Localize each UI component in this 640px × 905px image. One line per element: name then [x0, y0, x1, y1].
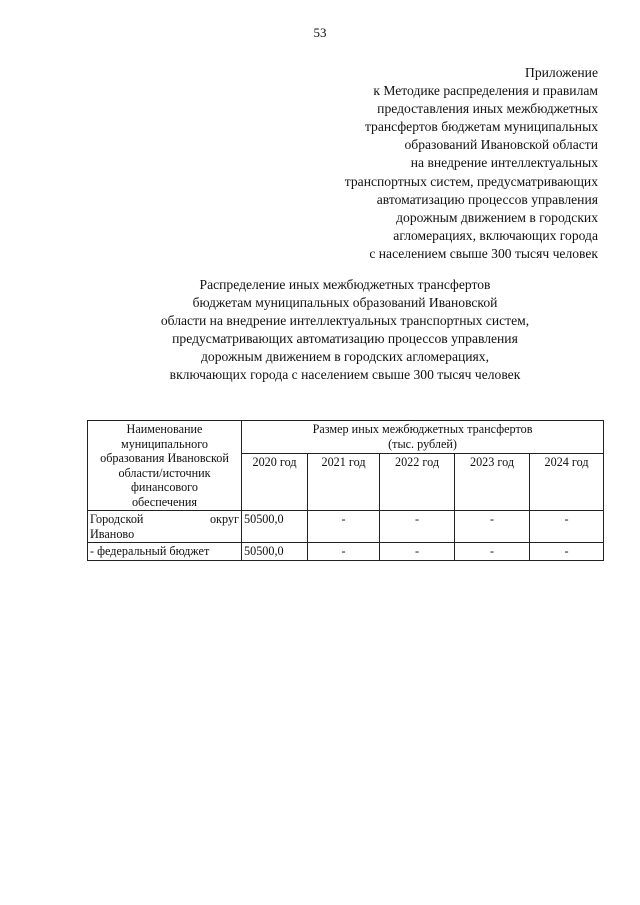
document-title: [0, 276, 640, 385]
cell-value: -: [530, 511, 604, 543]
appendix-line: трансфертов бюджетам муниципальных: [364, 119, 598, 135]
cell-value: -: [308, 511, 380, 543]
cell-value: 50500,0: [242, 511, 308, 543]
table-row: [88, 511, 604, 543]
column-header-name: Наименование муниципального образования Ивановской области/источник финансового обеспечения: [88, 421, 242, 511]
appendix-line: к Методике распределения и правилам: [373, 83, 598, 99]
table-row: [88, 543, 604, 561]
title-line: области на внедрение интеллектуальных транспортных систем,: [160, 313, 530, 329]
appendix-line: с населением свыше 300 тысяч человек: [369, 245, 598, 261]
appendix-line: автоматизацию процессов управления: [376, 191, 598, 207]
title-line: Распределение иных межбюджетных трансфертов: [199, 277, 491, 292]
transfers-table: [87, 420, 604, 561]
appendix-line: Приложение: [525, 65, 598, 80]
column-header-year: 2021 год: [308, 454, 380, 511]
cell-value: -: [530, 543, 604, 561]
appendix-line: транспортных систем, предусматривающих: [344, 173, 598, 189]
column-header-year: 2024 год: [530, 454, 604, 511]
row-label: - федеральный бюджет: [88, 543, 242, 561]
title-line: предусматривающих автоматизацию процессов управления: [172, 331, 518, 347]
column-header-year: 2023 год: [455, 454, 530, 511]
cell-value: -: [308, 543, 380, 561]
cell-value: -: [455, 511, 530, 543]
column-header-year: 2022 год: [380, 454, 455, 511]
cell-value: -: [380, 543, 455, 561]
cell-value: -: [455, 543, 530, 561]
appendix-line: предоставления иных межбюджетных: [377, 101, 598, 117]
column-header-transfer-size: Размер иных межбюджетных трансфертов (тыс. рублей): [242, 421, 604, 454]
title-line: бюджетам муниципальных образований Ивановской: [192, 295, 498, 311]
appendix-line: дорожным движением в городских: [396, 209, 598, 225]
title-line: включающих города с населением свыше 300 тысяч человек: [169, 367, 521, 383]
appendix-line: агломерациях, включающих города: [393, 227, 598, 243]
appendix-block: [238, 64, 598, 263]
table-header-row: [88, 421, 604, 454]
appendix-line: образований Ивановской области: [404, 137, 598, 153]
title-line: дорожным движением в городских агломерациях,: [201, 349, 489, 365]
appendix-line: на внедрение интеллектуальных: [410, 155, 598, 171]
row-label: Городской округ Иваново: [88, 511, 242, 543]
cell-value: -: [380, 511, 455, 543]
page-number: 53: [313, 25, 327, 40]
column-header-year: 2020 год: [242, 454, 308, 511]
cell-value: 50500,0: [242, 543, 308, 561]
